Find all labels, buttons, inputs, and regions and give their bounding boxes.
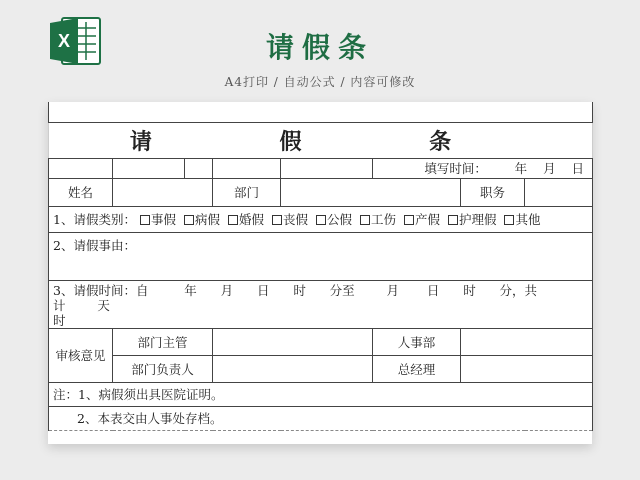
- checkbox-other[interactable]: 其他: [504, 212, 540, 227]
- position-label: 职务: [461, 178, 525, 206]
- note-2: 2、本表交由人事处存档。: [49, 406, 593, 430]
- year-unit: 年: [514, 161, 528, 176]
- dept-head-input[interactable]: [213, 328, 373, 355]
- checkbox-injury[interactable]: 工伤: [360, 212, 396, 227]
- dept-leader-input[interactable]: [213, 355, 373, 382]
- spreadsheet-form: [48, 102, 592, 444]
- hr-dept-input[interactable]: [461, 328, 593, 355]
- leave-time-field[interactable]: 3、请假时间：自 年 月 日 时 分至 月 日 时 分，共计 天 时: [49, 280, 593, 328]
- review-label: 审核意见: [49, 328, 113, 382]
- gm-label: 总经理: [373, 355, 461, 382]
- day-unit: 日: [571, 161, 585, 176]
- checkbox-official[interactable]: 公假: [316, 212, 352, 227]
- svg-text:X: X: [57, 31, 71, 51]
- checkbox-maternity[interactable]: 产假: [404, 212, 440, 227]
- time-label: 3、请假时间：自: [53, 282, 149, 298]
- form-title: 请 假 条: [49, 122, 593, 158]
- position-input[interactable]: [525, 178, 593, 206]
- leave-form-table: [48, 102, 593, 431]
- checkbox-personal[interactable]: 事假: [140, 212, 176, 227]
- fill-time-label: 填写时间：: [424, 161, 487, 176]
- reason-label: 2、请假事由：: [53, 237, 136, 253]
- page-subtitle: A4打印 / 自动公式 / 内容可修改: [224, 75, 416, 89]
- dept-head-label: 部门主管: [113, 328, 213, 355]
- dept-label: 部门: [213, 178, 281, 206]
- name-label: 姓名: [49, 178, 113, 206]
- fill-time-row: [373, 158, 593, 178]
- dept-leader-label: 部门负责人: [113, 355, 213, 382]
- note-1: 注：1、病假须出具医院证明。: [49, 382, 593, 406]
- name-input[interactable]: [113, 178, 213, 206]
- page-title: 请假条: [265, 31, 374, 64]
- dept-input[interactable]: [281, 178, 461, 206]
- month-unit: 月: [543, 161, 556, 176]
- reason-field[interactable]: [49, 232, 593, 280]
- time-wrap-text: 时: [53, 312, 66, 328]
- hr-dept-label: 人事部: [373, 328, 461, 355]
- checkbox-nursing[interactable]: 护理假: [448, 212, 497, 227]
- checkbox-sick[interactable]: 病假: [184, 212, 220, 227]
- checkbox-marriage[interactable]: 婚假: [228, 212, 264, 227]
- gm-input[interactable]: [461, 355, 593, 382]
- leave-type-row: [49, 206, 593, 232]
- leave-type-label: 1、请假类别：: [53, 212, 136, 227]
- checkbox-funeral[interactable]: 丧假: [272, 212, 308, 227]
